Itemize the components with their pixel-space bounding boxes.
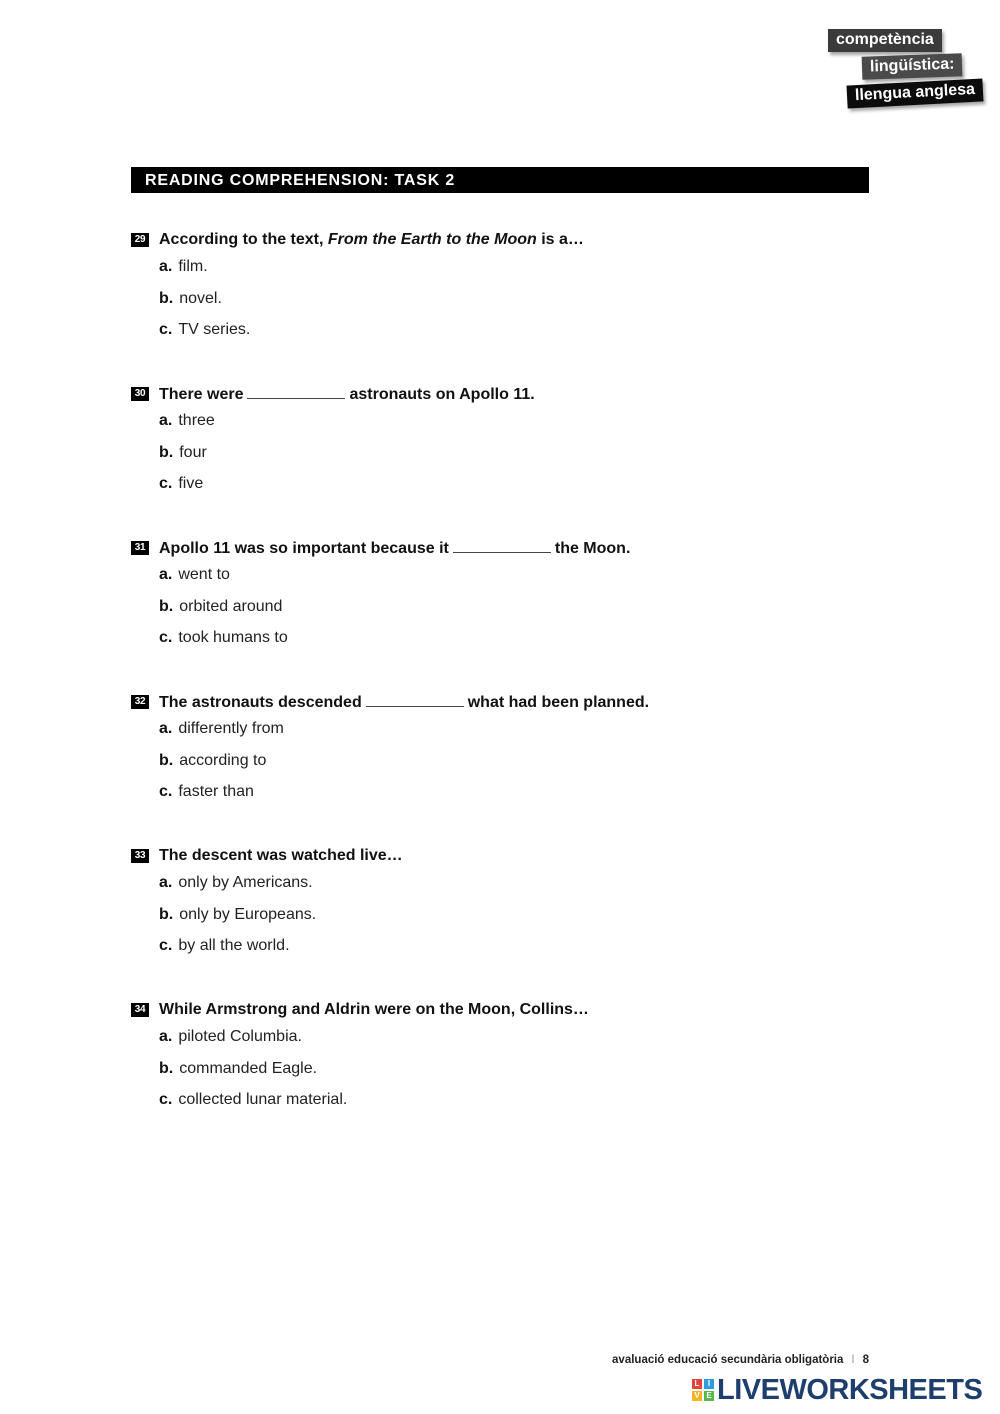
option-a[interactable]: a. went to bbox=[159, 566, 230, 583]
question-text: Apollo 11 was so important because it the Moon. bbox=[159, 540, 631, 557]
options-list bbox=[159, 713, 871, 808]
question-32 bbox=[131, 691, 871, 808]
question-number: 34 bbox=[131, 1003, 149, 1017]
question-number: 29 bbox=[131, 233, 149, 247]
footer-separator: I bbox=[851, 1354, 855, 1366]
question-29 bbox=[131, 229, 871, 346]
option-c[interactable]: c. took humans to bbox=[159, 629, 288, 646]
option-b[interactable]: b. only by Europeans. bbox=[159, 905, 317, 923]
question-33 bbox=[131, 845, 871, 962]
logo-mark-icon bbox=[692, 1379, 714, 1401]
option-a[interactable]: a. differently from bbox=[159, 720, 284, 737]
logo-letter-l: L bbox=[692, 1379, 702, 1389]
option-b[interactable]: b. commanded Eagle. bbox=[159, 1059, 318, 1077]
question-number: 33 bbox=[131, 849, 149, 863]
answer-blank[interactable] bbox=[366, 692, 464, 707]
page-footer bbox=[0, 1354, 869, 1366]
page-number: 8 bbox=[862, 1354, 869, 1366]
question-text: There were astronauts on Apollo 11. bbox=[159, 386, 535, 403]
logo-text: LIVEWORKSHEETS bbox=[717, 1374, 983, 1406]
question-30 bbox=[131, 383, 871, 500]
options-list bbox=[159, 559, 871, 654]
options-list bbox=[159, 405, 871, 500]
logo-letter-v: V bbox=[692, 1391, 702, 1401]
question-text: The descent was watched live… bbox=[159, 847, 403, 864]
answer-blank[interactable] bbox=[453, 538, 551, 553]
logo-letter-e: E bbox=[704, 1391, 714, 1401]
question-number: 32 bbox=[131, 695, 149, 709]
options-list bbox=[159, 867, 871, 962]
question-31 bbox=[131, 537, 871, 654]
option-a[interactable]: a. only by Americans. bbox=[159, 874, 313, 891]
section-title: READING COMPREHENSION: TASK 2 bbox=[131, 167, 869, 193]
option-c[interactable]: c. by all the world. bbox=[159, 937, 290, 954]
options-list bbox=[159, 251, 871, 346]
options-list bbox=[159, 1021, 871, 1116]
option-a[interactable]: a. film. bbox=[159, 258, 208, 275]
option-b[interactable]: b. orbited around bbox=[159, 597, 283, 615]
option-c[interactable]: c. faster than bbox=[159, 783, 254, 800]
answer-blank[interactable] bbox=[247, 384, 345, 399]
question-number: 31 bbox=[131, 541, 149, 555]
question-text: While Armstrong and Aldrin were on the Moon, Collins… bbox=[159, 1001, 589, 1018]
tag-competencia: competència bbox=[828, 29, 942, 52]
logo-letter-i: I bbox=[704, 1379, 714, 1389]
book-title: From the Earth to the Moon bbox=[327, 231, 537, 248]
option-a[interactable]: a. piloted Columbia. bbox=[159, 1028, 302, 1045]
option-c[interactable]: c. TV series. bbox=[159, 321, 251, 338]
option-b[interactable]: b. four bbox=[159, 443, 207, 461]
option-c[interactable]: c. five bbox=[159, 475, 204, 492]
tag-linguistica: lingüística: bbox=[862, 53, 963, 79]
question-text: According to the text, From the Earth to the Moon is a… bbox=[159, 231, 584, 248]
question-text: The astronauts descended what had been planned. bbox=[159, 694, 650, 711]
option-a[interactable]: a. three bbox=[159, 412, 215, 429]
competence-tags bbox=[0, 0, 1000, 130]
option-c[interactable]: c. collected lunar material. bbox=[159, 1091, 348, 1108]
option-b[interactable]: b. according to bbox=[159, 751, 267, 769]
tag-llengua-anglesa: llengua anglesa bbox=[846, 78, 983, 108]
option-b[interactable]: b. novel. bbox=[159, 289, 222, 307]
question-number: 30 bbox=[131, 387, 149, 401]
liveworksheets-logo[interactable] bbox=[692, 1375, 982, 1405]
question-34 bbox=[131, 999, 871, 1116]
footer-text: avaluació educació secundària obligatòria bbox=[612, 1354, 844, 1366]
